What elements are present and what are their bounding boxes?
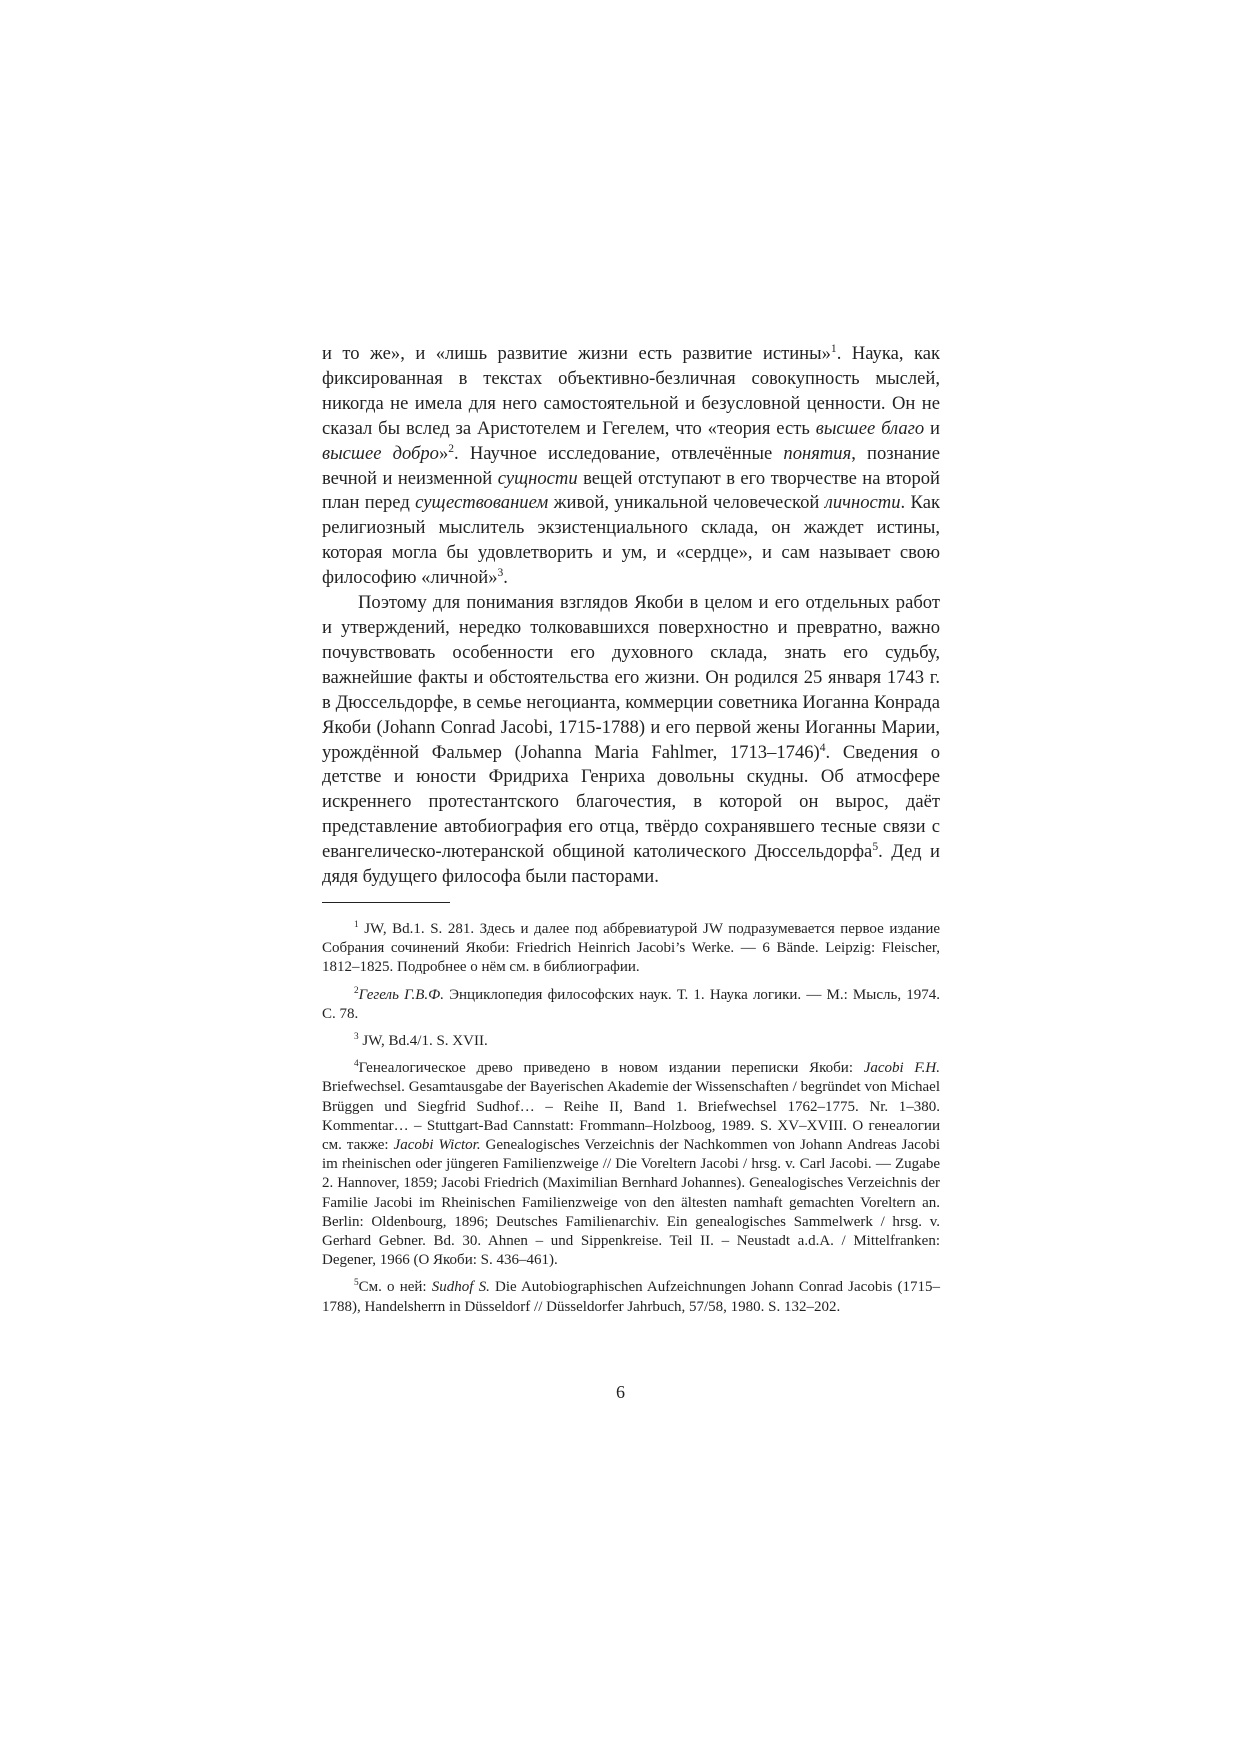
text-segment: . (503, 567, 508, 589)
text-segment: и то же», и «лишь развитие жизни есть развитие истины» (322, 343, 831, 364)
footnote-5 (322, 1278, 940, 1316)
paragraph-2 (322, 591, 940, 890)
footnote-ref-4: 4 (819, 741, 826, 754)
footnote-author: Jacobi F.H. (863, 1060, 940, 1077)
italic-term: личности (824, 492, 901, 514)
text-segment: . Дед и дядя будущего философа были пасторами. (322, 841, 940, 888)
main-text (322, 342, 940, 890)
footnote-ref-2: 2 (448, 442, 455, 455)
text-segment: » (438, 442, 449, 464)
footnote-number: 1 (354, 920, 359, 930)
footnote-4 (322, 1059, 940, 1270)
footnotes (322, 920, 940, 1325)
footnote-ref-3: 3 (497, 566, 504, 579)
footnote-text: Энциклопедия философских наук. Т. 1. Наука логики. — М.: Мысль, 1974. С. 78. (322, 986, 940, 1022)
footnote-ref-1: 1 (830, 342, 837, 355)
text-segment: вещей отступают в его творчестве на второй план перед (322, 467, 940, 514)
footnote-number: 4 (354, 1059, 359, 1070)
footnote-author: Гегель Г.В.Ф. (358, 986, 444, 1003)
footnote-separator (322, 902, 450, 903)
text-segment: , познание вечной и неизменной (322, 442, 940, 489)
text-segment: . Сведения о детстве и юности Фридриха Генриха довольны скудны. Об атмосфере искреннего протестантского благочестия, в которой он вырос, даёт представление автобиография его отца, твёрдо сохранявшего тесные связи с евангелическо-лютеранской общиной католического Дюссельдорфа (322, 741, 940, 863)
footnote-text: Briefwechsel. Gesamtausgabe der Bayerischen Akademie der Wissenschaften / begründet von Michael Brüggen und Siegfrid Sudhof… – Reihe II, Band 1. Briefwechsel 1762–1775. Nr. 1–380. Kommentar… – Stuttgart-Bad Cannstatt: Frommann–Holzboog, 1989. S. XV–XVIII. О генеалогии см. также: (322, 1079, 940, 1154)
footnote-number: 3 (354, 1032, 359, 1043)
italic-term: сущности (497, 467, 578, 489)
footnote-ref-5: 5 (872, 840, 879, 853)
page-number: 6 (616, 1382, 625, 1402)
footnote-number: 2 (354, 985, 359, 996)
text-segment: живой, уникальной человеческой (548, 492, 825, 514)
italic-term: понятия (783, 442, 852, 464)
footnote-text: JW, Bd.4/1. S. XVII. (362, 1033, 488, 1050)
footnote-author: Sudhof S. (431, 1279, 490, 1296)
text-segment: и (924, 417, 940, 439)
footnote-1 (322, 920, 940, 978)
footnote-text: JW, Bd.1. S. 281. Здесь и далее под аббревиатурой JW подразумевается первое издание Собрания сочинений Якоби: Friedrich Heinrich Jacobi’s Werke. — 6 Bände. Leipzig: Fleischer, 1812–1825. Подробнее о нём см. в библиографии. (322, 921, 941, 976)
footnote-text: Die Autobiographischen Aufzeichnungen Johann Conrad Jacobis (1715–1788), Handelsherrn in Düsseldorf // Düsseldorfer Jahrbuch, 57/58, 1980. S. 132–202. (322, 1279, 940, 1315)
italic-term: существованием (415, 492, 549, 514)
italic-term: высшее благо (815, 417, 925, 439)
italic-term: высшее добро (322, 442, 439, 464)
text-segment: . Научное исследование, отвлечённые (454, 442, 784, 464)
text-segment: . Как религиозный мыслитель экзистенциального склада, он жаждет истины, которая могла бы удовлетворить и ум, и «сердце», и сам называет свою философию «личной» (322, 492, 940, 589)
footnote-number: 5 (354, 1278, 359, 1289)
footnote-author: Jacobi Wictor. (393, 1137, 481, 1154)
paragraph-1 (322, 342, 940, 591)
text-segment: . Наука, как фиксированная в текстах объективно-безличная совокупность мыслей, никогда не имела для него самостоятельной и безусловной ценности. Он не сказал бы вслед за Аристотелем и Гегелем, что «теория есть (322, 343, 940, 439)
footnote-3 (322, 1032, 940, 1051)
footnote-2 (322, 986, 940, 1024)
footnote-text: Genealogisches Verzeichnis der Nachkommen von Johann Andreas Jacobi im rheinischen oder jüngeren Familienzweige // Die Voreltern Jacobi / hrsg. v. Carl Jacobi. — Zugabe 2. Hannover, 1859; Jacobi Friedrich (Maximilian Bernhard Johannes). Genealogisches Verzeichnis der Familie Jacobi im Rheinischen Familienzweige von den ältesten namhaft gemachten Voreltern an. Berlin: Oldenbourg, 1896; Deutsches Familienarchiv. Ein genealogisches Sammelwerk / hrsg. v. Gerhard Gebner. Bd. 30. Ahnen – und Sippenkreise. Teil II. – Neustadt a.d.A. / Mittelfranken: Degener, 1966 (О Якоби: S. 436–461). (322, 1137, 940, 1269)
footnote-text: Генеалогическое древо приведено в новом издании переписки Якоби: (358, 1060, 864, 1077)
footnote-text: См. о ней: (358, 1279, 432, 1296)
text-segment: Поэтому для понимания взглядов Якоби в целом и его отдельных работ и утверждений, нередко толковавшихся поверхностно и превратно, важно почувствовать особенности его духовного склада, знать его судьбу, важнейшие факты и обстоятельства его жизни. Он родился 25 января 1743 г. в Дюссельдорфе, в семье негоцианта, коммерции советника Иоганна Конрада Якоби (Johann Conrad Jacobi, 1715-1788) и его первой жены Иоганны Марии, урождённой Фальмер (Johanna Maria Fahlmer, 1713–1746) (322, 592, 940, 763)
